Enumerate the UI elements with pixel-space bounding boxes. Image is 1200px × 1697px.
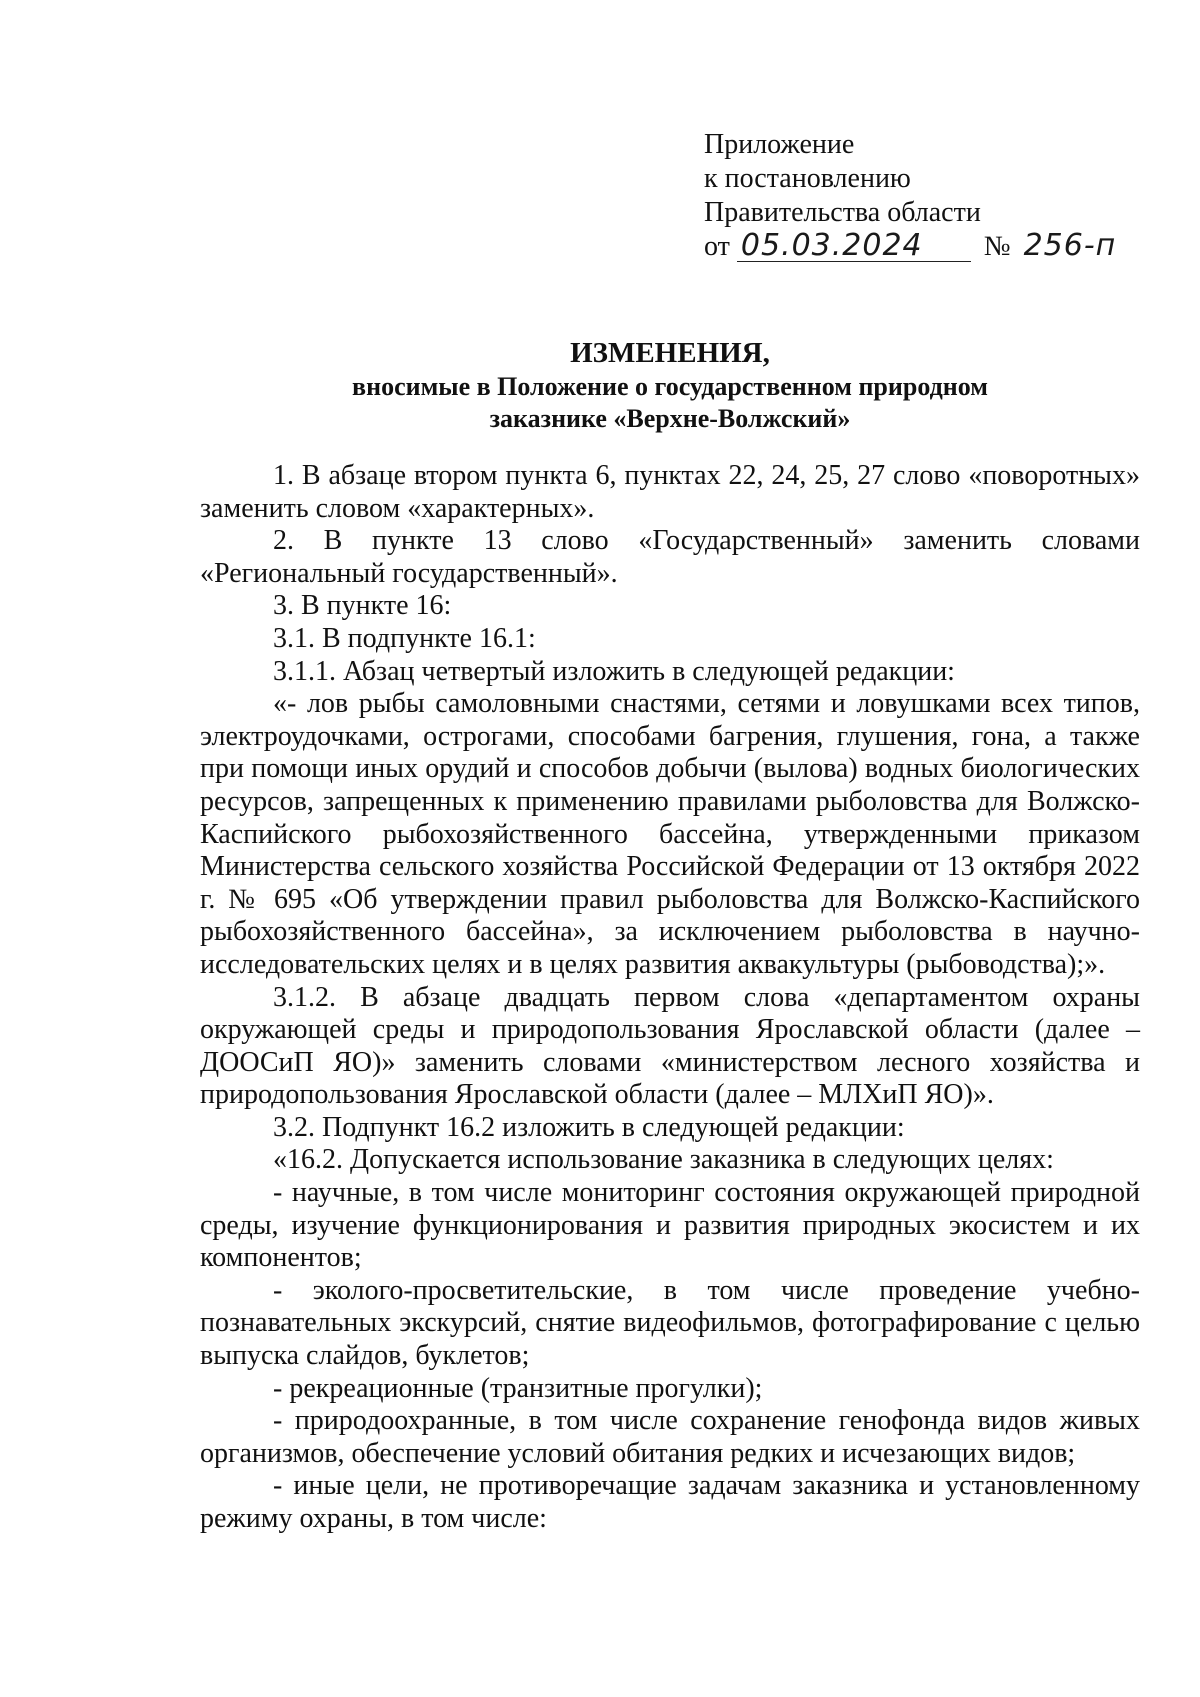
paragraph: - иные цели, не противоречащие задачам заказника и установленному режиму охраны, в том числе: [200, 1470, 1140, 1534]
paragraph: 3.1.1. Абзац четвертый изложить в следующей редакции: [273, 655, 955, 687]
date-prefix: от [704, 231, 730, 262]
paragraph: - эколого-просветительские, в том числе проведение учебно-познавательных экскурсий, снятие видеофильмов, фотографирование с целью выпуска слайдов, буклетов; [200, 1274, 1140, 1372]
paragraph: 3. В пункте 16: [273, 590, 452, 622]
approval-line-3: Правительства области [704, 197, 981, 228]
approval-date-number-line [704, 230, 1174, 264]
paragraph: - природоохранные, в том числе сохранение генофонда видов живых организмов, обеспечение условий обитания редких и исчезающих видов; [200, 1405, 1140, 1469]
paragraph: - рекреационные (транзитные прогулки); [273, 1372, 763, 1404]
paragraph: 3.1. В подпункте 16.1: [273, 622, 536, 654]
paragraph: 3.1.2. В абзаце двадцать первом слова «департаментом охраны окружающей среды и природопользования Ярославской области (далее – ДООСиП ЯО)» заменить словами «министерством лесного хозяйства и природопользования Ярославской области (далее – МЛХиП ЯО)». [200, 981, 1140, 1111]
number-sign: № [983, 231, 1011, 262]
paragraph: 2. В пункте 13 слово «Государственный» заменить словами «Региональный государственный». [200, 525, 1140, 589]
paragraph: «- лов рыбы самоловными снастями, сетями и ловушками всех типов, электроудочками, острогами, способами багрения, глушения, гона, а также при помощи иных орудий и способов добычи (вылова) водных биологических ресурсов, запрещенных к применению правилами рыболовства для Волжско-Каспийского рыбохозяйственного бассейна, утвержденными приказом Министерства сельского хозяйства Российской Федерации от 13 октября 2022 г. № 695 «Об утверждении правил рыболовства для Волжско-Каспийского рыбохозяйственного бассейна», за исключением рыболовства в научно-исследовательских целях и в целях развития аквакультуры (рыбоводства);». [200, 688, 1140, 980]
title-sub-1: вносимые в Положение о государственном природном [352, 372, 988, 401]
approval-line-2: к постановлению [704, 163, 911, 194]
paragraph: «16.2. Допускается использование заказника в следующих целях: [273, 1144, 1054, 1176]
handwritten-number: 256-п [1023, 228, 1117, 263]
paragraph: 3.2. Подпункт 16.2 изложить в следующей редакции: [273, 1111, 905, 1143]
title-sub-2: заказнике «Верхне-Волжский» [489, 404, 851, 433]
document-title [200, 335, 1140, 435]
handwritten-date: 05.03.2024 [737, 231, 971, 262]
approval-block [704, 128, 1174, 264]
document-body [200, 460, 1140, 1536]
paragraph: 1. В абзаце втором пункта 6, пунктах 22, 24, 25, 27 слово «поворотных» заменить словом «характерных». [200, 460, 1140, 524]
paragraph: - научные, в том числе мониторинг состояния окружающей природной среды, изучение функционирования и развития природных экосистем и их компонентов; [200, 1177, 1140, 1274]
title-main: ИЗМЕНЕНИЯ, [570, 337, 770, 369]
approval-line-1: Приложение [704, 129, 855, 160]
